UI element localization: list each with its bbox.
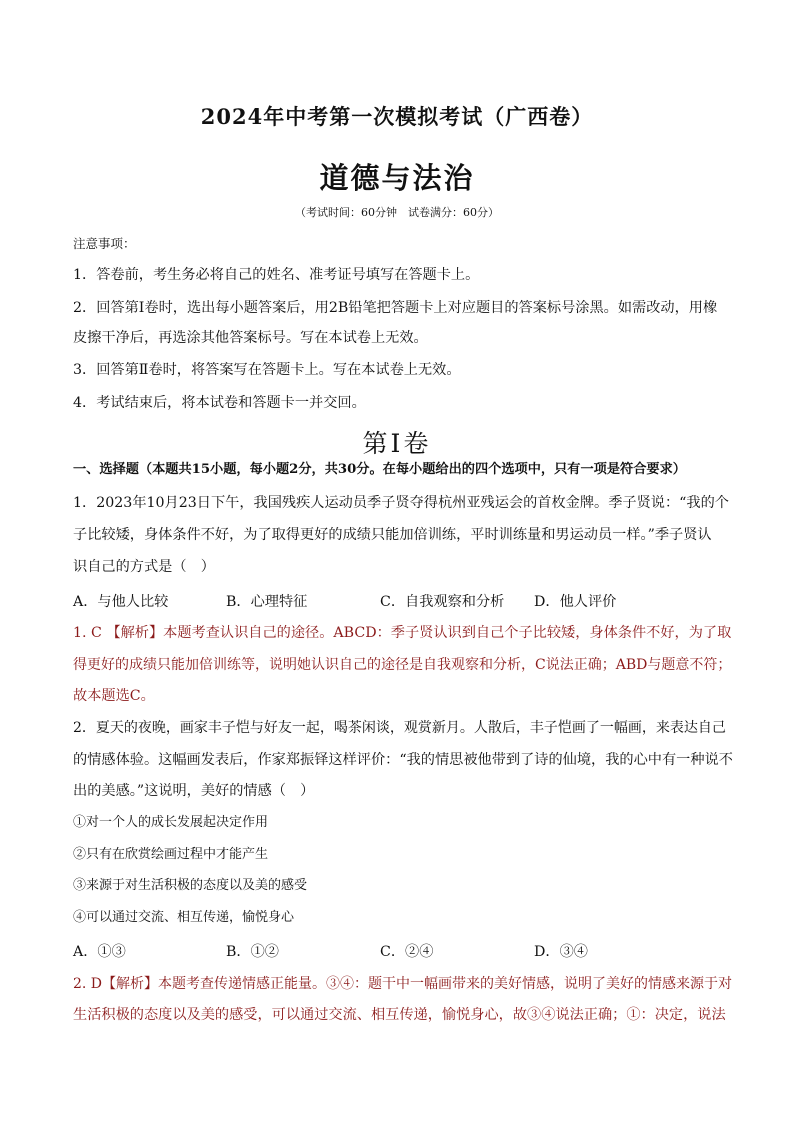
q1-answer-line-1: 1. C 【解析】本题考查认识自己的途径。ABCD：季子贤认识到自己个子比较矮，身体条件不好，为了取 (73, 625, 732, 641)
part-description: 一、选择题（本题共15小题，每小题2分，共30分。在每小题给出的四个选项中，只有一项是符合要求） (73, 462, 686, 477)
q2-stem-line-1: 2．夏天的夜晚，画家丰子恺与好友一起，喝茶闲谈，观赏新月。人散后，丰子恺画了一幅画，来表达自己 (73, 720, 726, 736)
q2-option-b: B．①② (226, 944, 279, 960)
exam-info: （考试时间：60分钟 试卷满分：60分） (295, 206, 499, 219)
note-item-3: 3．回答第Ⅱ卷时，将答案写在答题卡上。写在本试卷上无效。 (73, 362, 461, 378)
subject-title: 道德与法治 (319, 161, 475, 195)
q2-answer-line-1: 2. D【解析】本题考查传递情感正能量。③④：题干中一幅画带来的美好情感，说明了美好的情感来源于对 (73, 976, 733, 992)
exam-title: 2024年中考第一次模拟考试（广西卷） (200, 104, 594, 129)
q2-statement-4: ④可以通过交流、相互传递，愉悦身心 (73, 910, 295, 925)
q2-statement-2: ②只有在欣赏绘画过程中才能产生 (73, 847, 269, 862)
note-item-1: 1．答卷前，考生务必将自己的姓名、准考证号填写在答题卡上。 (73, 267, 480, 283)
q2-stem-line-2: 的情感体验。这幅画发表后，作家郑振铎这样评价：“我的情思被他带到了诗的仙境，我的心中有一种说不 (73, 752, 733, 768)
section-heading: 第Ⅰ卷 (362, 429, 432, 458)
note-item-4: 4．考试结束后，将本试卷和答题卡一并交回。 (73, 395, 366, 411)
q2-statement-3: ③来源于对生活积极的态度以及美的感受 (73, 878, 308, 893)
q2-option-d: D．③④ (534, 944, 588, 960)
q1-answer-line-3: 故本题选C。 (73, 688, 155, 704)
q1-answer-line-2: 得更好的成绩只能加倍训练等，说明她认识自己的途径是自我观察和分析，C说法正确；ABD与题意不符； (73, 657, 732, 673)
q1-stem-line-3: 识自己的方式是（ ） (73, 559, 215, 575)
q1-option-c: C．自我观察和分析 (380, 594, 505, 610)
note-item-2-line-2: 皮擦干净后，再选涂其他答案标号。写在本试卷上无效。 (73, 330, 428, 346)
q2-option-c: C．②④ (380, 944, 434, 960)
q2-option-a: A．①③ (73, 944, 126, 960)
q2-stem-line-3: 出的美感。”这说明，美好的情感（ ） (73, 783, 315, 799)
q2-answer-line-2: 生活积极的态度以及美的感受，可以通过交流、相互传递，愉悦身心，故③④说法正确；①：决定，说法 (73, 1007, 726, 1023)
q1-option-d: D．他人评价 (534, 594, 617, 610)
q2-statement-1: ①对一个人的成长发展起决定作用 (73, 815, 269, 830)
notes-title: 注意事项： (73, 236, 136, 251)
q1-stem-line-1: 1．2023年10月23日下午，我国残疾人运动员季子贤夺得杭州亚残运会的首枚金牌。季子贤说：“我的个 (73, 495, 729, 511)
q1-option-b: B．心理特征 (226, 594, 308, 610)
q1-option-a: A．与他人比较 (73, 594, 169, 610)
q1-stem-line-2: 子比较矮，身体条件不好，为了取得更好的成绩只能加倍训练，平时训练量和男运动员一样。”季子贤认 (73, 527, 712, 543)
note-item-2-line-1: 2．回答第Ⅰ卷时，选出每小题答案后，用2B铅笔把答题卡上对应题目的答案标号涂黑。如需改动，用橡 (73, 300, 718, 316)
